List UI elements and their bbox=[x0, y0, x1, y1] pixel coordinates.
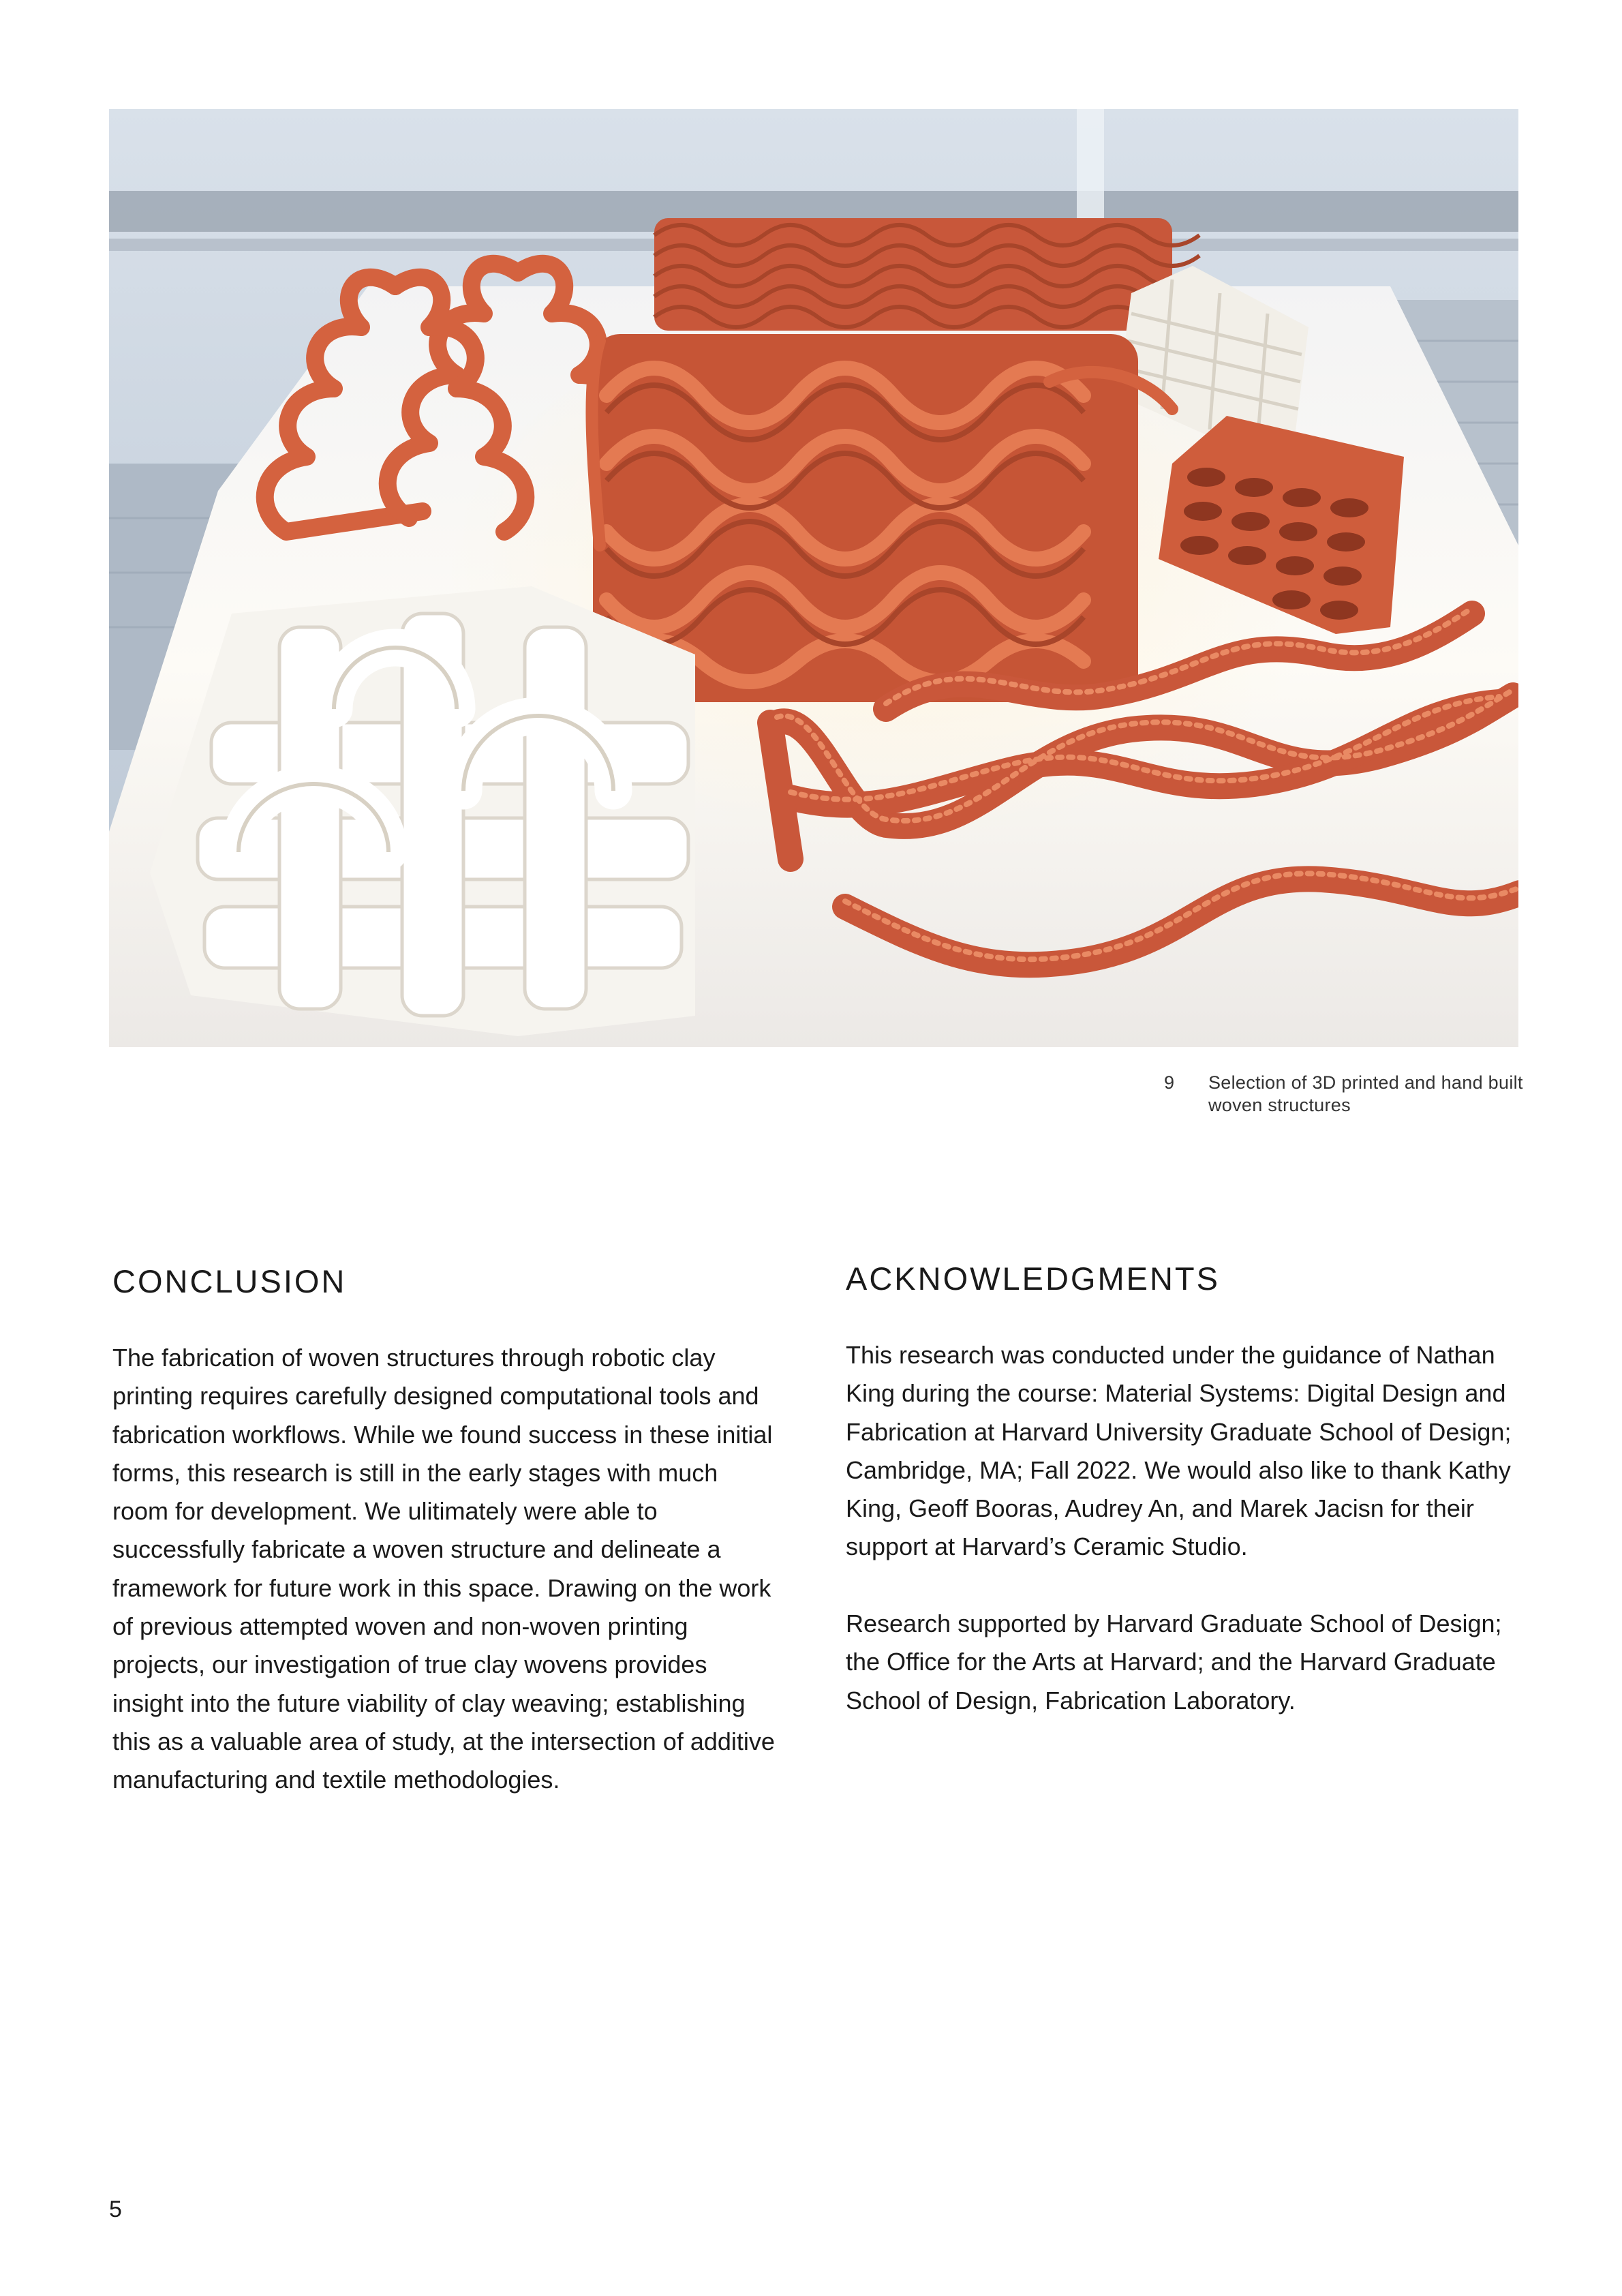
acknowledgments-heading: ACKNOWLEDGMENTS bbox=[846, 1260, 1220, 1297]
figure-number: 9 bbox=[1164, 1072, 1175, 1093]
woven-structures-photo bbox=[109, 109, 1518, 1047]
conclusion-section bbox=[112, 1263, 780, 1800]
printed-wave-wall bbox=[654, 218, 1199, 331]
page-number: 5 bbox=[109, 2196, 122, 2222]
acknowledgments-body-1: This research was conducted under the guidance of Nathan King during the course: Material Systems: Digital Design and Fabrication at Harvard University Graduate School of Design; Cambridge, MA; Fall 2022. We would also like to thank Kathy King, Geoff Booras, Audrey An, and Marek Jacisn for their support at Harvard’s Ceramic Studio. bbox=[846, 1341, 1512, 1561]
acknowledgments-body-2: Research supported by Harvard Graduate School of Design; the Office for the Arts at Harvard; and the Harvard Graduate School of Design, Fabrication Laboratory. bbox=[846, 1610, 1502, 1715]
figure-photo bbox=[109, 109, 1518, 1047]
conclusion-heading: CONCLUSION bbox=[112, 1263, 347, 1299]
printed-woven-tray bbox=[592, 334, 1172, 702]
hand-built-white-weave bbox=[150, 586, 695, 1036]
acknowledgments-section bbox=[846, 1260, 1514, 1720]
figure-caption-text: Selection of 3D printed and hand built woven structures bbox=[1208, 1072, 1523, 1115]
conclusion-body: The fabrication of woven structures through robotic clay printing requires carefully designed computational tools and fabrication workflows. While we found success in these initial forms, this research is still in the early stages with much room for development. We ulitimately were able to successfully fabricate a woven structure and delineate a framework for future work in this space. Drawing on the work of previous attempted woven and non-woven printing projects, our investigation of true clay wovens provides insight into the future viability of clay weaving; establishing this as a valuable area of study, at the intersection of additive manufacturing and textile methodologies. bbox=[112, 1344, 775, 1794]
